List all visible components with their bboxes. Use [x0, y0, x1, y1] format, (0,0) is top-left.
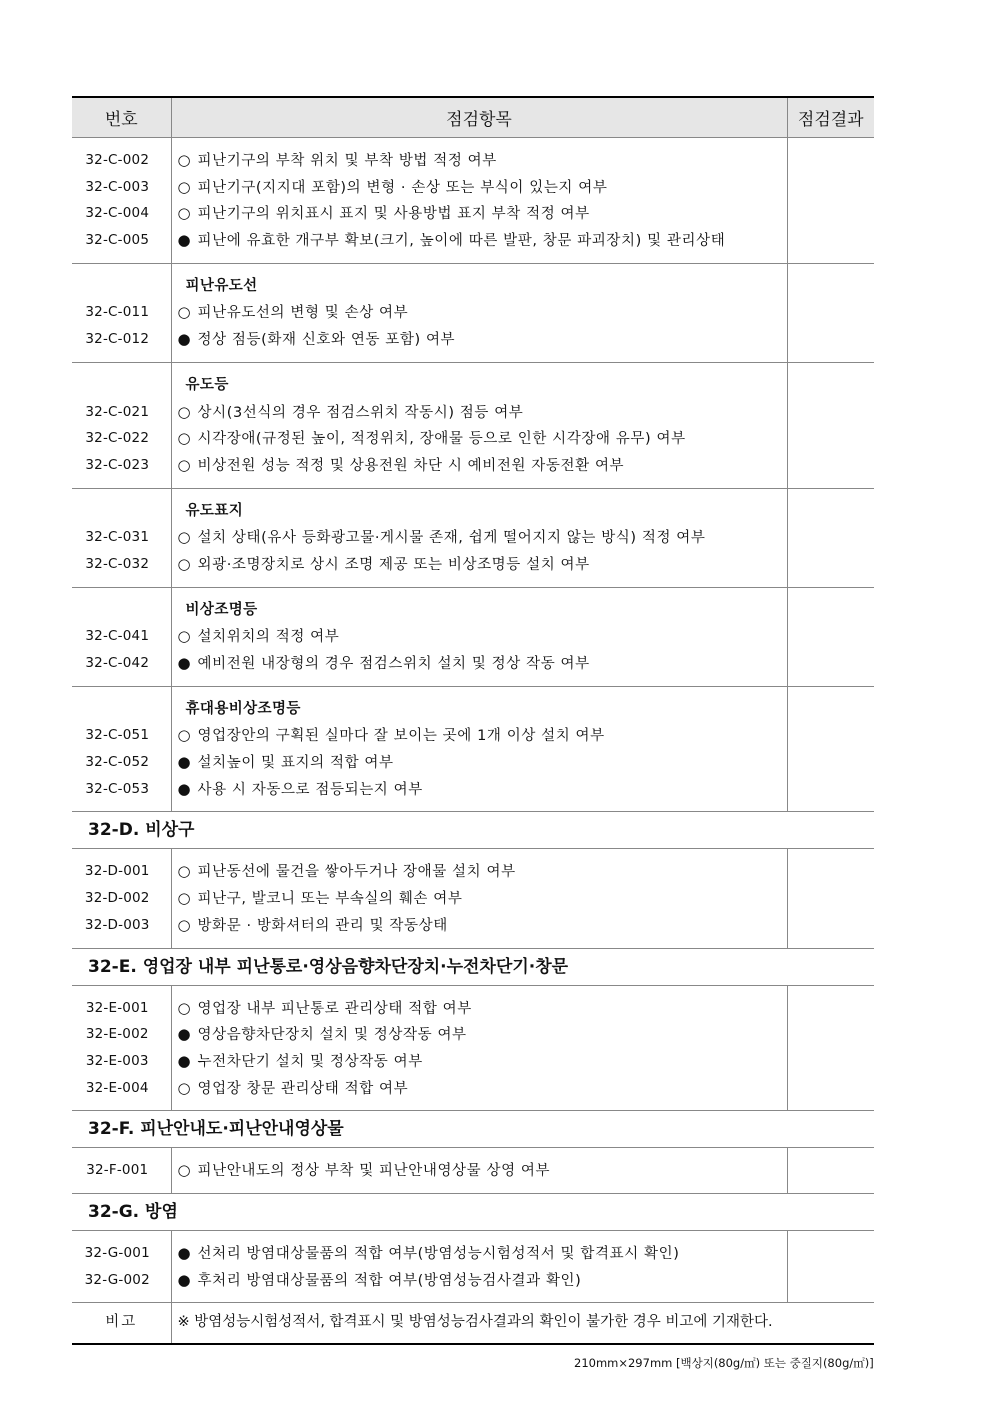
section-heading-row: [72, 812, 874, 849]
check-item-text: 피난기구(지지대 포함)의 변형 · 손상 또는 부식이 있는지 여부: [197, 179, 608, 196]
check-item: [172, 995, 787, 1022]
filled-circle-icon: ●: [177, 231, 192, 250]
table-row-group: [72, 1230, 874, 1302]
item-text-cell: [171, 1148, 787, 1194]
note-label: 비고: [72, 1303, 171, 1345]
empty-circle-icon: ○: [177, 862, 192, 881]
subsection-title: 비상조명등: [185, 601, 258, 618]
empty-circle-icon: ○: [177, 528, 192, 547]
check-item: [172, 174, 787, 201]
check-item-text: 예비전원 내장형의 경우 점검스위치 설치 및 정상 작동 여부: [197, 656, 590, 672]
item-codes-cell: [72, 587, 171, 686]
filled-circle-icon: ●: [177, 654, 192, 672]
result-cell[interactable]: [787, 263, 874, 362]
check-item: [172, 885, 787, 912]
result-cell[interactable]: [787, 985, 874, 1111]
section-heading: 32-E. 영업장 내부 피난통로·영상음향차단장치·누전차단기·창문: [72, 948, 874, 985]
result-cell[interactable]: [787, 686, 874, 812]
empty-circle-icon: ○: [177, 204, 192, 223]
section-heading-row: [72, 1193, 874, 1230]
check-item-text: 피난에 유효한 개구부 확보(크기, 높이에 따른 발판, 창문 파괴장치) 및 관리상태: [197, 233, 726, 250]
check-item-text: 피난기구의 부착 위치 및 부착 방법 적정 여부: [197, 153, 497, 169]
item-codes-cell: [72, 849, 171, 948]
empty-circle-icon: ○: [177, 177, 192, 196]
check-item-text: 선처리 방염대상물품의 적합 여부(방염성능시험성적서 및 합격표시 확인): [197, 1245, 680, 1262]
empty-circle-icon: ○: [177, 1078, 192, 1097]
check-item-text: 영상음향차단장치 설치 및 정상작동 여부: [197, 1027, 467, 1044]
item-code: 32-C-041: [85, 628, 150, 645]
result-cell[interactable]: [787, 138, 874, 264]
empty-circle-icon: ○: [177, 915, 192, 934]
item-code: 32-C-005: [85, 232, 150, 249]
table-row-group: [72, 985, 874, 1111]
filled-circle-icon: ●: [177, 753, 192, 772]
paper-spec-footer: 210mm×297mm [백상지(80g/㎡) 또는 중질지(80g/㎡)]: [574, 1356, 874, 1370]
check-item-text: 피난안내도의 정상 부착 및 피난안내영상물 상영 여부: [197, 1163, 551, 1180]
item-code: 32-C-053: [85, 780, 150, 797]
check-item-text: 피난동선에 물건을 쌓아두거나 장애물 설치 여부: [197, 864, 516, 881]
item-code: 32-C-022: [85, 430, 150, 447]
item-code: 32-D-001: [84, 863, 150, 880]
filled-circle-icon: ●: [177, 1243, 192, 1262]
check-item: [172, 912, 787, 939]
item-codes-cell: [72, 686, 171, 812]
inspection-table: [72, 96, 874, 1345]
check-item: [172, 650, 787, 677]
item-text-cell: [171, 488, 787, 587]
check-item: [172, 452, 787, 479]
check-item-text: 피난구, 발코니 또는 부속실의 훼손 여부: [197, 891, 463, 908]
item-code: 32-C-031: [85, 529, 150, 546]
check-item-text: 피난유도선의 변형 및 손상 여부: [197, 305, 409, 322]
item-codes-cell: [72, 1230, 171, 1302]
item-code: 32-C-004: [85, 205, 150, 222]
item-code: 32-D-002: [84, 890, 150, 907]
header-result: 점검결과: [787, 97, 874, 138]
table-header-row: [72, 97, 874, 138]
empty-circle-icon: ○: [177, 726, 192, 745]
check-item: [172, 1048, 787, 1075]
table-row-group: [72, 587, 874, 686]
table-row-group: [72, 849, 874, 948]
check-item: [172, 299, 787, 326]
item-code: 32-C-012: [85, 331, 150, 348]
check-item: [172, 1240, 787, 1267]
filled-circle-icon: ●: [177, 1270, 192, 1289]
item-codes-cell: [72, 362, 171, 488]
check-item: [172, 1075, 787, 1102]
subsection-title: 유도등: [185, 376, 229, 393]
item-code: 32-D-003: [84, 916, 150, 933]
check-item-text: 피난기구의 위치표시 표지 및 사용방법 표지 부착 적정 여부: [197, 206, 590, 223]
check-item-text: 누전차단기 설치 및 정상작동 여부: [197, 1053, 423, 1070]
check-item-text: 영업장 창문 관리상태 적합 여부: [197, 1080, 409, 1097]
check-item-text: 정상 점등(화재 신호와 연동 포함) 여부: [197, 332, 456, 349]
result-cell[interactable]: [787, 362, 874, 488]
check-item-text: 외광·조명장치로 상시 조명 제공 또는 비상조명등 설치 여부: [197, 556, 590, 573]
item-code: 32-C-002: [85, 152, 150, 168]
item-text-cell: [171, 686, 787, 812]
filled-circle-icon: ●: [177, 1025, 192, 1044]
table-row-group: [72, 263, 874, 362]
check-item-text: 후처리 방염대상물품의 적합 여부(방염성능검사결과 확인): [197, 1272, 582, 1289]
check-item: [172, 326, 787, 353]
item-code: 32-C-051: [85, 727, 150, 744]
check-item: [172, 1157, 787, 1184]
check-item: [172, 1267, 787, 1294]
empty-circle-icon: ○: [177, 303, 192, 322]
check-item: [172, 776, 787, 803]
table-row-group: [72, 488, 874, 587]
item-text-cell: [171, 1230, 787, 1302]
filled-circle-icon: ●: [177, 330, 192, 349]
header-number: 번호: [72, 97, 171, 138]
item-text-cell: [171, 587, 787, 686]
empty-circle-icon: ○: [177, 429, 192, 448]
subsection-title: 휴대용비상조명등: [185, 700, 301, 717]
table-row-group: [72, 686, 874, 812]
note-row: [72, 1303, 874, 1345]
empty-circle-icon: ○: [177, 554, 192, 573]
empty-circle-icon: ○: [177, 455, 192, 474]
item-text-cell: [171, 138, 787, 264]
empty-circle-icon: ○: [177, 1161, 192, 1180]
check-item-text: 설치높이 및 표지의 적합 여부: [197, 755, 394, 772]
item-code: 32-C-052: [85, 754, 150, 771]
item-text-cell: [171, 263, 787, 362]
section-heading: 32-D. 비상구: [72, 812, 874, 849]
result-cell[interactable]: [787, 587, 874, 686]
item-codes-cell: [72, 985, 171, 1111]
empty-circle-icon: ○: [177, 998, 192, 1017]
check-item-text: 설치 상태(유사 등화광고물·게시물 존재, 쉽게 떨어지지 않는 방식) 적정 여부: [197, 530, 706, 547]
check-item: [172, 749, 787, 776]
item-codes-cell: [72, 1148, 171, 1194]
item-code: 32-F-001: [86, 1162, 149, 1179]
check-item-text: 상시(3선식의 경우 점검스위치 작동시) 점등 여부: [197, 404, 524, 421]
item-codes-cell: [72, 488, 171, 587]
check-item: [172, 551, 787, 578]
item-code: 32-C-003: [85, 178, 150, 195]
item-code: 32-G-002: [84, 1271, 150, 1288]
check-item: [172, 722, 787, 749]
section-heading: 32-G. 방염: [72, 1193, 874, 1230]
item-codes-cell: [72, 138, 171, 264]
item-text-cell: [171, 362, 787, 488]
result-cell[interactable]: [787, 1148, 874, 1194]
check-item-text: 영업장안의 구획된 실마다 잘 보이는 곳에 1개 이상 설치 여부: [197, 728, 605, 745]
subsection-title: 피난유도선: [185, 277, 258, 294]
check-item-text: 영업장 내부 피난통로 관리상태 적합 여부: [197, 1000, 472, 1017]
result-cell[interactable]: [787, 849, 874, 948]
item-code: 32-E-004: [85, 1079, 149, 1096]
item-codes-cell: [72, 263, 171, 362]
subsection-title: 유도표지: [185, 502, 244, 519]
item-code: 32-C-023: [85, 456, 150, 473]
table-body: [72, 138, 874, 1345]
check-item: [172, 227, 787, 254]
check-item-text: 사용 시 자동으로 점등되는지 여부: [197, 781, 423, 798]
check-item: [172, 858, 787, 885]
item-code: 32-C-021: [85, 403, 150, 420]
filled-circle-icon: ●: [177, 779, 192, 798]
section-heading-row: [72, 948, 874, 985]
item-text-cell: [171, 985, 787, 1111]
empty-circle-icon: ○: [177, 402, 192, 421]
result-cell[interactable]: [787, 488, 874, 587]
item-code: 32-E-003: [85, 1052, 149, 1069]
table-row-group: [72, 138, 874, 264]
empty-circle-icon: ○: [177, 627, 192, 646]
filled-circle-icon: ●: [177, 1051, 192, 1070]
item-code: 32-E-001: [85, 999, 149, 1016]
check-item: [172, 1021, 787, 1048]
empty-circle-icon: ○: [177, 889, 192, 908]
item-code: 32-C-011: [85, 304, 150, 321]
check-item-text: 방화문 · 방화셔터의 관리 및 작동상태: [197, 917, 448, 934]
check-item: [172, 425, 787, 452]
section-heading-row: [72, 1111, 874, 1148]
check-item-text: 시각장애(규정된 높이, 적정위치, 장애물 등으로 인한 시각장애 유무) 여부: [197, 431, 686, 448]
table-row-group: [72, 362, 874, 488]
empty-circle-icon: ○: [177, 151, 192, 169]
check-item-text: 설치위치의 적정 여부: [197, 629, 340, 646]
check-item-text: 비상전원 성능 적정 및 상용전원 차단 시 예비전원 자동전환 여부: [197, 457, 625, 474]
result-cell[interactable]: [787, 1230, 874, 1302]
item-text-cell: [171, 849, 787, 948]
item-code: 32-C-032: [85, 555, 150, 572]
item-code: 32-G-001: [84, 1244, 150, 1261]
item-code: 32-E-002: [85, 1026, 149, 1043]
check-item: [172, 623, 787, 650]
check-item: [172, 399, 787, 426]
check-item: [172, 200, 787, 227]
item-code: 32-C-042: [85, 655, 150, 671]
check-item: [172, 524, 787, 551]
header-item: 점검항목: [171, 97, 787, 138]
note-text: ※ 방염성능시험성적서, 합격표시 및 방염성능검사결과의 확인이 불가한 경우 비고에 기재한다.: [171, 1303, 874, 1345]
table-row-group: [72, 1148, 874, 1194]
check-item: [172, 147, 787, 174]
section-heading: 32-F. 피난안내도·피난안내영상물: [72, 1111, 874, 1148]
